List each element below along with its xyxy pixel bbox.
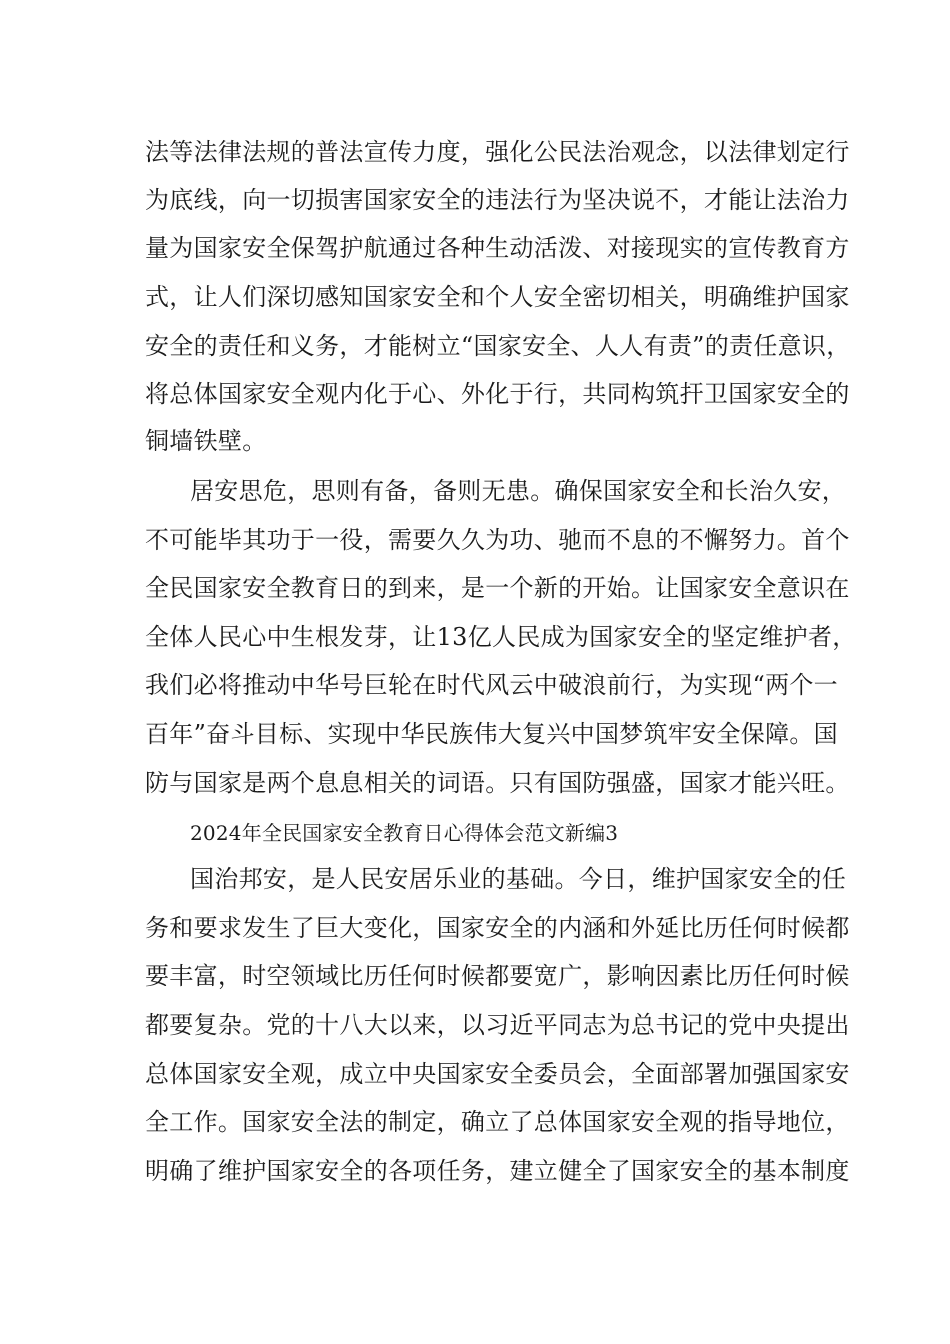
text-line: 防与国家是两个息息相关的词语。只有国防强盛，国家才能兴旺。 (145, 769, 850, 797)
text-line: 为底线，向一切损害国家安全的违法行为坚决说不，才能让法治力 (145, 186, 850, 214)
text-line: 全民国家安全教育日的到来，是一个新的开始。让国家安全意识在 (145, 574, 850, 602)
text-line: 式，让人们深切感知国家安全和个人安全密切相关，明确维护国家 (145, 283, 850, 311)
text-line: 将总体国家安全观内化于心、外化于行，共同构筑扞卫国家安全的 (145, 380, 850, 408)
text-line: 总体国家安全观，成立中央国家安全委员会，全面部署加强国家安 (145, 1060, 850, 1088)
text-line: 全体人民心中生根发芽，让13亿人民成为国家安全的坚定维护者， (145, 623, 857, 651)
text-line: 要丰富，时空领域比历任何时候都要宽广，影响因素比历任何时候 (145, 962, 850, 990)
paragraph-first-line: 居安思危，思则有备，备则无患。确保国家安全和长治久安， (190, 477, 847, 505)
text-line: 我们必将推动中华号巨轮在时代风云中破浪前行，为实现“两个一 (145, 671, 838, 699)
text-line: 不可能毕其功于一役，需要久久为功、驰而不息的不懈努力。首个 (145, 526, 850, 554)
text-line: 铜墙铁壁。 (145, 427, 267, 455)
text-line: 明确了维护国家安全的各项任务，建立健全了国家安全的基本制度 (145, 1157, 850, 1185)
text-line: 都要复杂。党的十八大以来，以习近平同志为总书记的党中央提出 (145, 1011, 850, 1039)
paragraph-first-line: 国治邦安，是人民安居乐业的基础。今日，维护国家安全的任 (190, 865, 847, 893)
text-line: 百年”奋斗目标、实现中华民族伟大复兴中国梦筑牢安全保障。国 (145, 720, 838, 748)
text-line: 量为国家安全保驾护航通过各种生动活泼、对接现实的宣传教育方 (145, 234, 850, 262)
text-line: 全工作。国家安全法的制定，确立了总体国家安全观的指导地位， (145, 1108, 850, 1136)
section-heading: 2024年全民国家安全教育日心得体会范文新编3 (190, 821, 619, 845)
text-line: 法等法律法规的普法宣传力度，强化公民法治观念，以法律划定行 (145, 138, 850, 166)
text-line: 务和要求发生了巨大变化，国家安全的内涵和外延比历任何时候都 (145, 914, 850, 942)
text-line: 安全的责任和义务，才能树立“国家安全、人人有责”的责任意识， (145, 332, 851, 360)
